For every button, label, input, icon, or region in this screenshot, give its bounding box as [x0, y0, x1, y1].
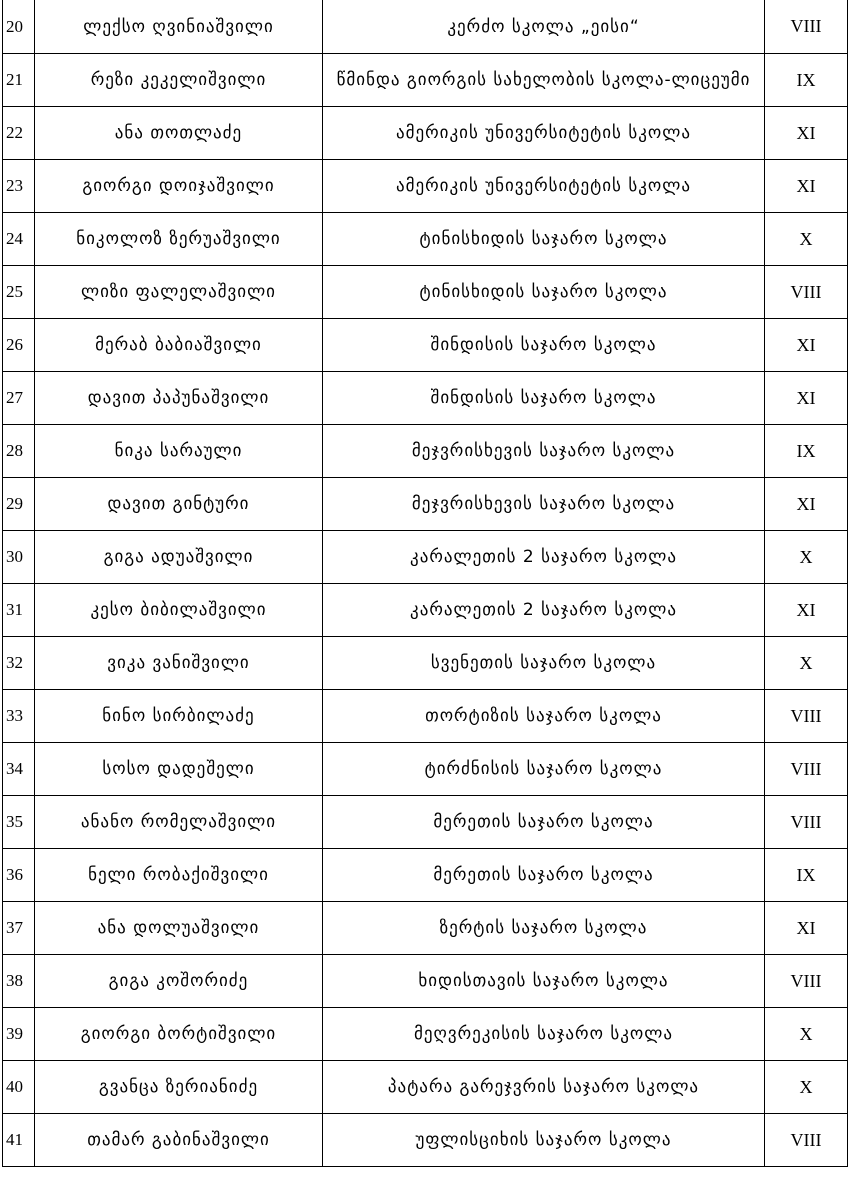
grade-cell: IX: [765, 849, 848, 902]
row-number-cell: 32: [3, 637, 35, 690]
row-number-cell: 20: [3, 0, 35, 54]
student-name-cell: ვიკა ვანიშვილი: [35, 637, 323, 690]
student-name-cell: ლექსო ღვინიაშვილი: [35, 0, 323, 54]
row-number-cell: 41: [3, 1114, 35, 1167]
grade-cell: X: [765, 1061, 848, 1114]
table-row: [3, 319, 848, 372]
table-row: [3, 160, 848, 213]
student-name-cell: გიორგი ბორტიშვილი: [35, 1008, 323, 1061]
school-name-cell: ტინისხიდის საჯარო სკოლა: [323, 266, 765, 319]
row-number-cell: 31: [3, 584, 35, 637]
table-row: [3, 584, 848, 637]
school-name-cell: პატარა გარეჯვრის საჯარო სკოლა: [323, 1061, 765, 1114]
school-name-cell: თორტიზის საჯარო სკოლა: [323, 690, 765, 743]
row-number-cell: 33: [3, 690, 35, 743]
school-name-cell: მეღვრეკისის საჯარო სკოლა: [323, 1008, 765, 1061]
student-name-cell: ლიზი ფალელაშვილი: [35, 266, 323, 319]
table-row: [3, 743, 848, 796]
row-number-cell: 34: [3, 743, 35, 796]
row-number-cell: 29: [3, 478, 35, 531]
student-name-cell: დავით პაპუნაშვილი: [35, 372, 323, 425]
row-number-cell: 24: [3, 213, 35, 266]
grade-cell: XI: [765, 478, 848, 531]
row-number-cell: 39: [3, 1008, 35, 1061]
table-row: [3, 478, 848, 531]
student-name-cell: ნიკა სარაული: [35, 425, 323, 478]
school-name-cell: მერეთის საჯარო სკოლა: [323, 796, 765, 849]
school-name-cell: ზერტის საჯარო სკოლა: [323, 902, 765, 955]
student-name-cell: ანა დოლუაშვილი: [35, 902, 323, 955]
table-row: [3, 107, 848, 160]
grade-cell: IX: [765, 425, 848, 478]
grade-cell: XI: [765, 319, 848, 372]
student-name-cell: ნელი რობაქიშვილი: [35, 849, 323, 902]
table-row: [3, 372, 848, 425]
grade-cell: X: [765, 1008, 848, 1061]
school-name-cell: კარალეთის 2 საჯარო სკოლა: [323, 531, 765, 584]
school-name-cell: შინდისის საჯარო სკოლა: [323, 319, 765, 372]
table-row: [3, 637, 848, 690]
school-name-cell: მეჯვრისხევის საჯარო სკოლა: [323, 425, 765, 478]
table-row: [3, 1061, 848, 1114]
grade-cell: VIII: [765, 1114, 848, 1167]
student-name-cell: სოსო დადეშელი: [35, 743, 323, 796]
grade-cell: XI: [765, 584, 848, 637]
student-name-cell: ანა თოთლაძე: [35, 107, 323, 160]
student-name-cell: კესო ბიბილაშვილი: [35, 584, 323, 637]
school-name-cell: ხიდისთავის საჯარო სკოლა: [323, 955, 765, 1008]
school-name-cell: კარალეთის 2 საჯარო სკოლა: [323, 584, 765, 637]
row-number-cell: 36: [3, 849, 35, 902]
grade-cell: X: [765, 531, 848, 584]
student-name-cell: თამარ გაბინაშვილი: [35, 1114, 323, 1167]
table-row: [3, 849, 848, 902]
school-name-cell: ტინისხიდის საჯარო სკოლა: [323, 213, 765, 266]
row-number-cell: 38: [3, 955, 35, 1008]
school-name-cell: ამერიკის უნივერსიტეტის სკოლა: [323, 160, 765, 213]
student-name-cell: ნინო სირბილაძე: [35, 690, 323, 743]
school-name-cell: უფლისციხის საჯარო სკოლა: [323, 1114, 765, 1167]
table-row: [3, 955, 848, 1008]
row-number-cell: 26: [3, 319, 35, 372]
grade-cell: IX: [765, 54, 848, 107]
grade-cell: XI: [765, 107, 848, 160]
table-row: [3, 1114, 848, 1167]
row-number-cell: 37: [3, 902, 35, 955]
participants-table: [2, 0, 848, 1167]
table-row: [3, 0, 848, 54]
student-name-cell: ანანო რომელაშვილი: [35, 796, 323, 849]
table-row: [3, 425, 848, 478]
school-name-cell: ამერიკის უნივერსიტეტის სკოლა: [323, 107, 765, 160]
table-row: [3, 690, 848, 743]
table-row: [3, 796, 848, 849]
row-number-cell: 21: [3, 54, 35, 107]
row-number-cell: 35: [3, 796, 35, 849]
grade-cell: VIII: [765, 955, 848, 1008]
grade-cell: VIII: [765, 690, 848, 743]
school-name-cell: სვენეთის საჯარო სკოლა: [323, 637, 765, 690]
student-name-cell: რეზი კეკელიშვილი: [35, 54, 323, 107]
row-number-cell: 23: [3, 160, 35, 213]
table-row: [3, 1008, 848, 1061]
grade-cell: VIII: [765, 0, 848, 54]
grade-cell: X: [765, 213, 848, 266]
school-name-cell: კერძო სკოლა „ეისი“: [323, 0, 765, 54]
row-number-cell: 27: [3, 372, 35, 425]
student-name-cell: გვანცა ზერიანიძე: [35, 1061, 323, 1114]
student-name-cell: ნიკოლოზ ზერუაშვილი: [35, 213, 323, 266]
row-number-cell: 40: [3, 1061, 35, 1114]
student-name-cell: გიგა ადუაშვილი: [35, 531, 323, 584]
school-name-cell: ტირძნისის საჯარო სკოლა: [323, 743, 765, 796]
row-number-cell: 22: [3, 107, 35, 160]
school-name-cell: მეჯვრისხევის საჯარო სკოლა: [323, 478, 765, 531]
grade-cell: XI: [765, 160, 848, 213]
table-row: [3, 213, 848, 266]
grade-cell: XI: [765, 902, 848, 955]
grade-cell: VIII: [765, 266, 848, 319]
school-name-cell: მერეთის საჯარო სკოლა: [323, 849, 765, 902]
row-number-cell: 30: [3, 531, 35, 584]
table-row: [3, 54, 848, 107]
row-number-cell: 25: [3, 266, 35, 319]
student-name-cell: გიგა კოშორიძე: [35, 955, 323, 1008]
student-name-cell: გიორგი დოიჯაშვილი: [35, 160, 323, 213]
grade-cell: X: [765, 637, 848, 690]
table-row: [3, 902, 848, 955]
school-name-cell: შინდისის საჯარო სკოლა: [323, 372, 765, 425]
student-name-cell: მერაბ ბაბიაშვილი: [35, 319, 323, 372]
grade-cell: VIII: [765, 796, 848, 849]
student-name-cell: დავით გინტური: [35, 478, 323, 531]
row-number-cell: 28: [3, 425, 35, 478]
table-row: [3, 266, 848, 319]
school-name-cell: წმინდა გიორგის სახელობის სკოლა-ლიცეუმი: [323, 54, 765, 107]
participants-table-body: [3, 0, 848, 1167]
grade-cell: VIII: [765, 743, 848, 796]
grade-cell: XI: [765, 372, 848, 425]
table-row: [3, 531, 848, 584]
